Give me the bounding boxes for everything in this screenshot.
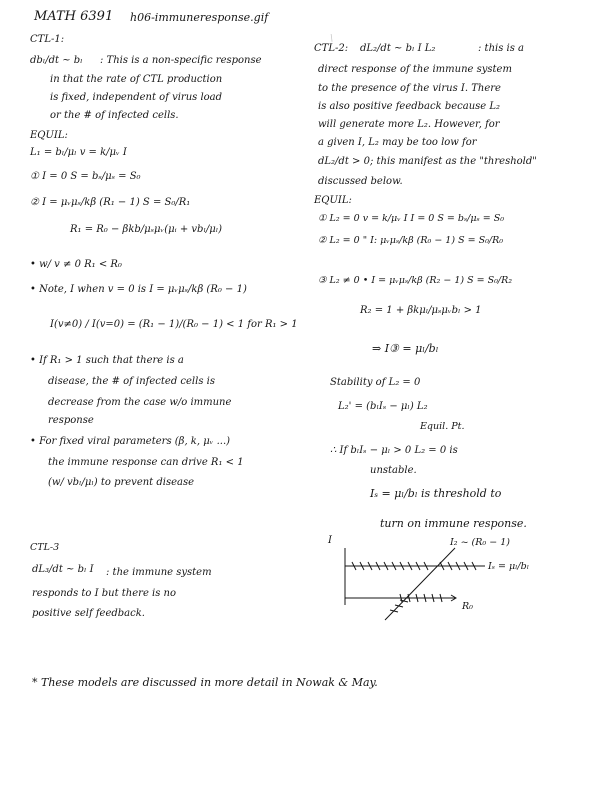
ctl2-desc-line: direct response of the immune system [318, 64, 512, 75]
ctl1-equil-line: ① I = 0 S = bₛ/μₛ = S₀ [30, 171, 141, 182]
ctl2-desc-line: to the presence of the virus I. There [318, 83, 501, 94]
ctl2-desc-line: a given I, L₂ may be too low for [318, 137, 477, 148]
ctl1-note-line: decrease from the case w/o immune [48, 397, 232, 408]
ctl1-note-line: • If R₁ > 1 such that there is a [30, 355, 184, 366]
ctl1-equil-line: R₁ = R₀ − βkb/μₛμᵥ(μᵢ + vbₗ/μₗ) [70, 224, 223, 235]
ctl1-note-line: the immune response can drive R₁ < 1 [48, 457, 244, 468]
ctl1-note-line: • For fixed viral parameters (β, k, μᵥ ...) [30, 436, 231, 447]
graph-line2-label: Iₛ = μₗ/bₗ [488, 561, 530, 572]
ctl2-equation: dL₂/dt ~ bₗ I L₂ [360, 43, 436, 54]
ctl2-equil-line: R₂ = 1 + βkμₗ/μₛμᵥbₗ > 1 [360, 305, 482, 316]
ctl2-equil-line: ③ L₂ ≠ 0 • I = μᵥμₛ/kβ (R₂ − 1) S = S₀/R₂ [318, 275, 513, 286]
ctl1-note-line: (w/ vbₗ/μₗ) to prevent disease [48, 477, 195, 488]
stability-line: Iₛ = μₗ/bₗ is threshold to [370, 487, 502, 500]
file-name: h06-immuneresponse.gif [130, 11, 269, 24]
ctl1-note-line: disease, the # of infected cells is [48, 376, 215, 387]
ctl2-desc-line: : this is a [478, 43, 524, 54]
stability-line: Equil. Pt. [420, 421, 465, 432]
ctl1-label: CTL-1: [30, 34, 65, 45]
ctl2-desc-line: will generate more L₂. However, for [318, 119, 500, 130]
ctl1-equil-line: L₁ = bₗ/μₗ v = k/μᵥ I [30, 147, 127, 158]
ctl1-equil-label: EQUIL: [30, 130, 68, 141]
stability-line: ∴ If bₗIₛ − μₗ > 0 L₂ = 0 is [330, 445, 458, 456]
graph-x-label: R₀ [462, 601, 473, 612]
ctl2-equil-line: ① L₂ = 0 v = k/μᵥ I I = 0 S = bₛ/μₛ = S₀ [318, 213, 505, 224]
ctl1-equil-line: • Note, I when v = 0 is I = μᵥμₛ/kβ (R₀ − 1) [30, 284, 247, 295]
ctl2-equil-label: EQUIL: [314, 195, 352, 206]
ctl1-desc-line: in that the rate of CTL production [50, 74, 223, 85]
graph-line1-label: I₂ ~ (R₀ − 1) [450, 537, 510, 548]
ctl2-equil-line: ⇒ I③ = μₗ/bₗ [372, 342, 439, 355]
ctl1-equil-line: • w/ v ≠ 0 R₁ < R₀ [30, 259, 122, 270]
stability-line: unstable. [370, 465, 417, 476]
ctl2-label: CTL-2: [314, 43, 349, 54]
ctl1-equil-line: ② I = μᵥμₛ/kβ (R₁ − 1) S = S₀/R₁ [30, 197, 191, 208]
ctl3-desc-line: : the immune system [106, 567, 212, 578]
graph-diagonal-hatching [390, 600, 408, 612]
ctl1-equation: dbₗ/dt ~ bₗ [30, 55, 83, 66]
ctl2-desc-line: is also positive feedback because L₂ [318, 101, 501, 112]
stability-line: L₂' = (bₗIₛ − μₗ) L₂ [338, 401, 428, 412]
ctl1-desc-line: : This is a non-specific response [100, 55, 262, 66]
ctl1-desc-line: is fixed, independent of virus load [50, 92, 223, 103]
graph-y-label: I [328, 535, 332, 546]
ctl1-note-line: response [48, 415, 94, 426]
stability-line: turn on immune response. [380, 517, 527, 530]
ctl1-equil-line: I(v≠0) / I(v=0) = (R₁ − 1)/(R₀ − 1) < 1 for R₁ > 1 [50, 319, 298, 330]
bleed-through-text: \ [330, 33, 334, 44]
ctl2-desc-line: dL₂/dt > 0; this manifest as the "threshold" [318, 156, 537, 167]
ctl2-desc-line: discussed below. [318, 176, 403, 187]
ctl3-equation: dL₃/dt ~ bₗ I [32, 564, 94, 575]
stability-line: Stability of L₂ = 0 [330, 377, 421, 388]
ctl3-desc-line: responds to I but there is no [32, 588, 177, 599]
ctl1-desc-line: or the # of infected cells. [50, 110, 179, 121]
footnote: * These models are discussed in more detail in Nowak & May. [32, 676, 378, 689]
course-title: MATH 6391 [34, 9, 114, 24]
graph-rising-line [385, 548, 455, 620]
ctl2-equil-line: ② L₂ = 0 " I: μᵥμₛ/kβ (R₀ − 1) S = S₀/R₀ [318, 235, 504, 246]
ctl3-desc-line: positive self feedback. [32, 608, 145, 619]
ctl3-label: CTL-3 [30, 542, 60, 553]
